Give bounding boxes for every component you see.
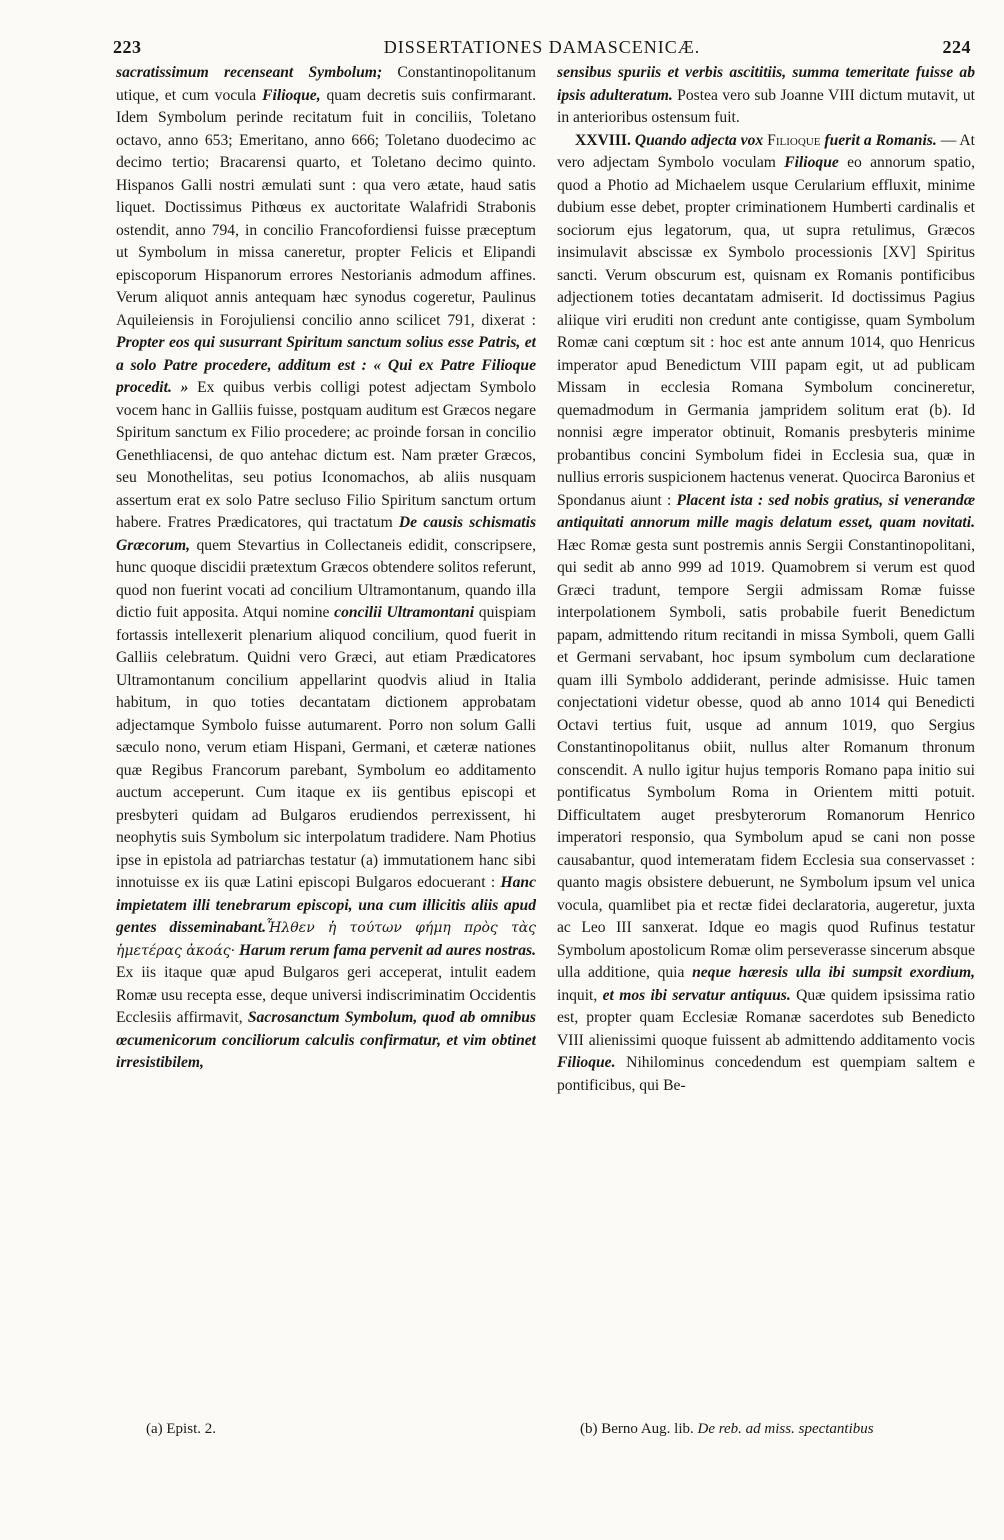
- footnote-work-title: De reb. ad miss. spectantibus: [697, 1421, 874, 1437]
- body-text: Quæ quidem ipsissima ratio est, propter quam Ecclesiæ Romanæ sacerdotes sub Benedicto VIII alienissimi quoque fuissent ab admittendo additamento vocis: [557, 986, 975, 1049]
- section-title: fuerit a Romanis.: [820, 131, 937, 149]
- page-number-left: 223: [113, 37, 142, 57]
- body-text: eo annorum spatio, quod a Photio ad Michaelem usque Cerularium effluxit, minime dubium esse debet, propter criminationem Humberti cardinalis et sociorum ejus legatorum, qua, ut supra retulimus, Græcos insimulavit abscissæ ex Symbolo processionis [XV] Spiritus sancti. Verum obscurum est, quisnam ex Romanis pontificibus adjectionem toties decantatam admiserit. Id doctissimus Pagius aliique viri eruditi non credunt ante contigisse, quam Symbolum Romæ cani cœptum sit : hoc est ante annum 1014, quo Henricus imperator apud Benedictum VIII papam egit, ut ad publicam Missam in ecclesia Romana Symbolum concineretur, quemadmodum in Germania jampridem solitum erat (b). Id nonnisi ægre imperator obtinuit, Romanis presbyteris minime probantibus concini Symbolum fidei in Ecclesia sua, quæ in nullius erroris suspicionem hactenus venerat. Quocirca Baronius et Spondanus aiunt :: [557, 154, 975, 509]
- footnote-b: [580, 1418, 970, 1440]
- section-title-keyword: Filioque: [767, 131, 821, 149]
- body-text: — At vero adjectam Symbolo voculam: [557, 131, 975, 171]
- body-text: Nihilominus concedendum est quempiam saltem e pontificibus, qui Be-: [557, 1054, 975, 1094]
- body-text: Constantinopolitanum utique, et cum vocula: [116, 64, 536, 104]
- section-number: XXVIII.: [575, 131, 631, 149]
- emphasis-text: Filioque.: [557, 1054, 616, 1071]
- running-title: DISSERTATIONES DAMASCENICÆ.: [383, 37, 701, 57]
- emphasis-text: concilii Ultramontani: [334, 604, 475, 621]
- body-text: quispiam fortassis intellexerit plenarium aliquod concilium, quod fuerit in Galliis celebratum. Quidni vero Græci, aut etiam Prædicatores Ultramontanum concilium appellarint quodvis aliud in Italia habitum, in quo toties decantatam dictionem approbatam adjectamque Symbolo fuisse autumarent. Porro non solum Galli sæculo nono, verum etiam Hispani, Germani, et cæteræ nationes quæ Regibus Francorum parebant, Symbolum eo additamento auctum acceperunt. Cum itaque ex iis gentibus episcopi et presbyteri quidam ad Bulgaros erudiendos perrexissent, hi neophytis suis Symbolum sic interpolatum tradidere. Nam Photius ipse in epistola ad patriarchas testatur (a) immutationem hanc sibi innotuisse ex iis quæ Latini episcopi Bulgaros edocuerant :: [116, 604, 536, 891]
- quotation-text: Harum rerum fama pervenit ad aures nostras.: [235, 941, 536, 959]
- body-text: quam decretis suis confirmarant. Idem Symbolum perinde recitatum fuit in conciliis, Toletano octavo, anno 653; Emeritano, anno 666; Toletano duodecimo ac decimo tertio; Bracarensi quarto, et Toletano decimo quinto. Hispanos Galli nostri æmulati sunt : qua vero ætate, haud satis liquet. Doctissimus Pithœus ex auctoritate Walafridi Strabonis ostendit, anno 794, in concilio Francofordiensi fuisse præceptum ut Symbolum in missa caneretur, propter Felicis et Elipandi episcoporum Hispanorum errores Nestorianis admodum affines. Verum aliquot annis antequam hæc synodus cogeretur, Paulinus Aquileiensis in Forojuliensi concilio anno scilicet 791, dixerat :: [116, 86, 536, 329]
- left-column-paragraph: [116, 62, 536, 1075]
- quotation-text: neque hæresis ulla ibi sumpsit exordium,: [692, 964, 975, 981]
- left-column: [116, 62, 536, 1410]
- emphasis-text: sacratissimum recenseant Symbolum;: [116, 64, 383, 81]
- section-title: Quando adjecta vox: [630, 131, 768, 149]
- quotation-text: Hanc impietatem illi tenebrarum episcopi, una cum illicitis aliis apud gentes disseminabant.: [116, 874, 536, 936]
- footnote-a: (a) Epist. 2.: [146, 1421, 216, 1437]
- quotation-text: Placent ista : sed nobis gratius, si venerandæ antiquitati annorum mille magis delatum esset, quam novitati.: [557, 491, 975, 531]
- right-column: [557, 62, 975, 1410]
- running-header: [113, 34, 971, 60]
- work-title: De causis schismatis Græcorum,: [116, 514, 536, 554]
- quotation-text: sensibus spuriis et verbis ascititiis, summa temeritate fuisse ab ipsis adulteratum.: [557, 64, 975, 104]
- quotation-text: Sacrosanctum Symbolum, quod ab omnibus œcumenicorum conciliorum calculis confirmatur, et vim obtinet irresistibilem,: [116, 1009, 536, 1071]
- body-text: inquit,: [557, 986, 603, 1004]
- section-xxviii: [557, 130, 975, 1098]
- quotation-text: Propter eos qui susurrant Spiritum sanctum solius esse Patris, et a solo Patre procedere, additum est : « Qui ex Patre Filioque procedit. »: [116, 334, 536, 396]
- footnote-text: (b) Berno Aug. lib.: [580, 1421, 698, 1437]
- emphasis-text: Filioque: [784, 154, 839, 171]
- body-text: Ex iis itaque quæ apud Bulgaros geri acceperat, intulit eadem Romæ usu recepta esse, deque universi indiscriminatim Occidentis Ecclesiis affirmavit,: [116, 964, 536, 1026]
- body-text: Postea vero sub Joanne VIII dictum mutavit, ut in anterioribus ostensum fuit.: [557, 86, 975, 126]
- greek-quotation: Ἦλθεν ἡ τούτων φήμη πρὸς τὰς ἡμετέρας ἀκοάς·: [116, 920, 536, 959]
- body-text: Ex quibus verbis colligi potest adjectam Symbolo vocem hanc in Galliis fuisse, postquam auditum est Græcos negare Spiritum sanctum ex Filio procedere; ac proinde forsan in concilio Genethliacensi, de quo antehac dictum est. Nam præter Græcos, seu Monothelitas, seu potius Iconomachos, ab aliis nusquam assertum erat ex solo Patre secluso Filio Spiritum sanctum ortum habere. Fratres Prædicatores, qui tractatum: [116, 379, 536, 531]
- page-number-right: 224: [942, 37, 971, 57]
- body-text: quem Stevartius in Collectaneis edidit, conscripsere, hunc quoque discidii prætextum Græcos obtendere solitos referunt, quod non fuerint vocati ad concilium Ultramontanum, quando illa dictio fuit apposita. Atqui nomine: [116, 536, 536, 621]
- body-text: Hæc Romæ gesta sunt postremis annis Sergii Constantinopolitani, qui sedit ab anno 999 ad 1019. Quamobrem si verum est quod Græci tradunt, tempore Sergii admissam Romæ fuisse interpolationem Symboli, satis probabile fuerit Benedictum papam, admittendo ritum recitandi in missa Symboli, quem Galli et Germani servabant, hoc ipsum symbolum cum declaratione quam illi Symbolo addiderant, perinde admisisse. Huic tamen conjectationi videtur obesse, quod ab anno 1014 qui Benedicti Octavi tertius fuit, usque ad annum 1019, quo Sergius Constantinopolitanus obiit, nullus alter Romanum thronum conscendit. A nullo igitur hujus temporis Romano papa initio sui pontificatus Symbolum Roma in Orientem mitti potuit. Difficultatem auget presbyterorum Romanorum Henrico imperatori responsio, qua Symbolum apud se cani non posse causabantur, quod intemeratam fidem Ecclesia sua conservasset : quanto magis obsistere debuerunt, ne Symbolum ipsum vel unica vocula, quamlibet pia et rectæ fidei declaratoria, augeretur, juxta ac Leo III sanxerat. Idque eo magis quod Rufinus testatur Symbolum apostolicum Romæ olim perseverasse sincerum absque ulla additione, quia: [557, 536, 975, 981]
- quotation-text: et mos ibi servatur antiquus.: [602, 986, 791, 1004]
- emphasis-text: Filioque,: [262, 86, 321, 104]
- right-column-paragraph: [557, 62, 975, 130]
